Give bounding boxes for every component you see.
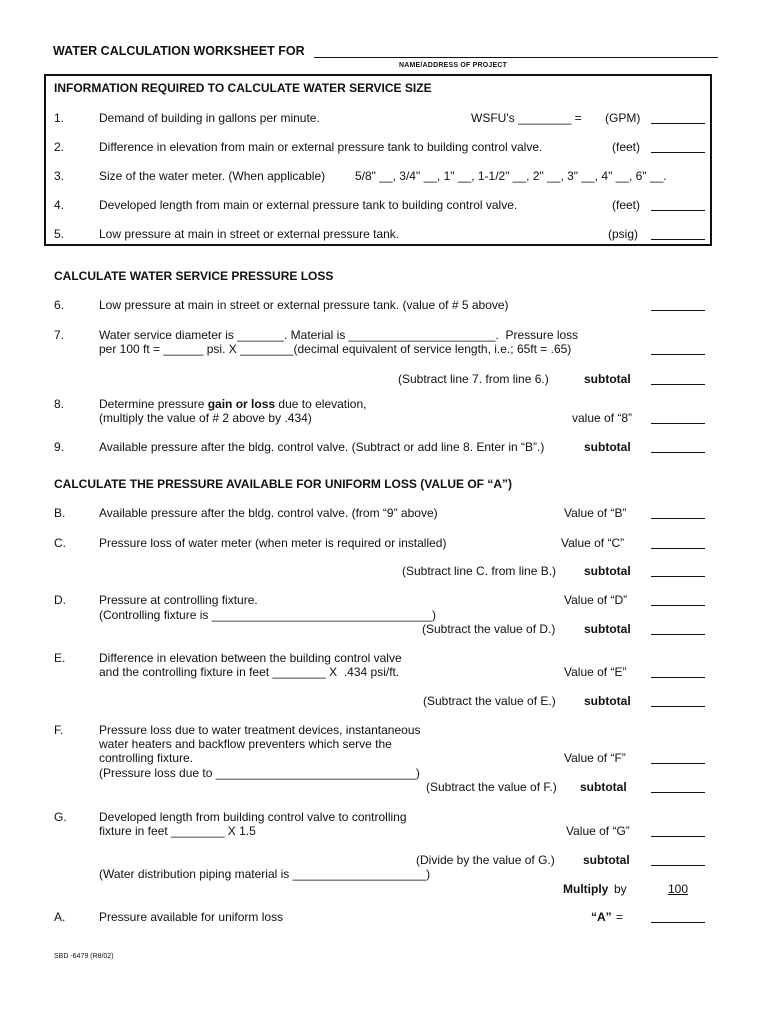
worksheet-title: WATER CALCULATION WORKSHEET FOR [53, 44, 305, 58]
item-d-letter: D. [54, 593, 66, 607]
item-a-value-label: “A” [591, 910, 612, 924]
item-5-unit: (psig) [608, 227, 639, 241]
item-3-text: Size of the water meter. (When applicable) [99, 169, 326, 183]
item-9-number: 9. [54, 440, 65, 454]
item-b-letter: B. [54, 506, 66, 520]
item-d-line1: Pressure at controlling fixture. [99, 593, 258, 607]
item-f-letter: F. [54, 723, 64, 737]
item-c-letter: C. [54, 536, 66, 550]
item-4-number: 4. [54, 198, 65, 212]
multiply-by: by [614, 882, 627, 896]
item-6-number: 6. [54, 298, 65, 312]
item-e-subtotal-answer[interactable] [651, 706, 705, 707]
item-9-answer[interactable] [651, 452, 705, 453]
item-8-line2: (multiply the value of # 2 above by .434) [99, 411, 312, 425]
item-7-answer[interactable] [651, 354, 705, 355]
item-f-subtotal-note: (Subtract the value of F.) [426, 780, 557, 794]
form-id: SBD -6479 (R8/02) [54, 953, 114, 960]
item-d-answer[interactable] [651, 605, 705, 606]
item-g-line1: Developed length from building control valve to controlling [99, 810, 407, 824]
item-e-value-label: Value of “E” [564, 665, 627, 679]
item-d-subtotal-note: (Subtract the value of D.) [422, 622, 556, 636]
item-c-value-label: Value of “C” [561, 536, 625, 550]
item-3-number: 3. [54, 169, 65, 183]
item-g-letter: G. [54, 810, 67, 824]
section2-heading: CALCULATE WATER SERVICE PRESSURE LOSS [54, 269, 334, 283]
multiply-value: 100 [667, 882, 689, 896]
item-d-subtotal-label: subtotal [584, 622, 631, 636]
section3-heading: CALCULATE THE PRESSURE AVAILABLE FOR UNIFORM LOSS (VALUE OF “A”) [54, 477, 512, 491]
item-7-line2: per 100 ft = ______ psi. X ________(decimal equivalent of service length, i.e.; 65ft = .65) [99, 342, 572, 356]
multiply-label: Multiply [563, 882, 609, 896]
piping-material-line: (Water distribution piping material is ____________________) [99, 867, 431, 881]
item-9-text: Available pressure after the bldg. control valve. (Subtract or add line 8. Enter in “B”.) [99, 440, 545, 454]
item-f-line4: (Pressure loss due to ______________________________) [99, 766, 420, 780]
item-8-gain-or-loss: gain or loss [207, 397, 276, 411]
item-8-value-label: value of “8” [572, 411, 633, 425]
item-e-line1: Difference in elevation between the building control valve [99, 651, 402, 665]
item-1-unit: (GPM) [605, 111, 641, 125]
item-b-answer[interactable] [651, 518, 705, 519]
item-d-subtotal-answer[interactable] [651, 634, 705, 635]
item-a-equals: = [616, 910, 624, 924]
item-g-value-label: Value of “G” [566, 824, 630, 838]
item-8-number: 8. [54, 397, 65, 411]
item-1-text: Demand of building in gallons per minute. [99, 111, 320, 125]
item-f-answer[interactable] [651, 763, 705, 764]
item-4-answer[interactable] [651, 210, 705, 211]
item-7-subtotal-note: (Subtract line 7. from line 6.) [398, 372, 549, 386]
item-a-text: Pressure available for uniform loss [99, 910, 284, 924]
item-g-subtotal-answer[interactable] [651, 865, 705, 866]
item-7-number: 7. [54, 328, 65, 342]
item-g-line2: fixture in feet ________ X 1.5 [99, 824, 256, 838]
item-3-meter-sizes: 5/8" __, 3/4" __, 1" __, 1-1/2" __, 2" __, 3" __, 4" __, 6" __. [355, 169, 667, 183]
item-e-line2: and the controlling fixture in feet ________ X .434 psi/ft. [99, 665, 400, 679]
item-8-line1 [99, 397, 366, 411]
item-8-line1-a: Determine pressure [99, 397, 208, 411]
item-2-unit: (feet) [612, 140, 641, 154]
item-5-text: Low pressure at main in street or external pressure tank. [99, 227, 400, 241]
section1-heading: INFORMATION REQUIRED TO CALCULATE WATER SERVICE SIZE [54, 81, 432, 95]
item-1-number: 1. [54, 111, 65, 125]
item-e-subtotal-label: subtotal [584, 694, 631, 708]
item-f-value-label: Value of “F” [564, 751, 626, 765]
item-4-text: Developed length from main or external pressure tank to building control valve. [99, 198, 518, 212]
item-f-line3: controlling fixture. [99, 751, 194, 765]
item-4-unit: (feet) [612, 198, 641, 212]
item-d-line2: (Controlling fixture is _________________________________) [99, 608, 436, 622]
item-8-line1-c: due to elevation, [275, 397, 367, 411]
item-g-subtotal-note: (Divide by the value of G.) [416, 853, 555, 867]
item-8-answer[interactable] [651, 423, 705, 424]
item-b-value-label: Value of “B” [564, 506, 627, 520]
item-a-answer[interactable] [651, 922, 705, 923]
item-6-answer[interactable] [651, 310, 705, 311]
item-c-text: Pressure loss of water meter (when meter is required or installed) [99, 536, 447, 550]
item-f-subtotal-answer[interactable] [651, 792, 705, 793]
item-2-text: Difference in elevation from main or external pressure tank to building control valve. [99, 140, 543, 154]
item-7-subtotal-answer[interactable] [651, 384, 705, 385]
item-d-value-label: Value of “D” [564, 593, 628, 607]
item-f-line1: Pressure loss due to water treatment devices, instantaneous [99, 723, 421, 737]
item-9-subtotal-label: subtotal [584, 440, 631, 454]
project-name-caption: NAME/ADDRESS OF PROJECT [399, 62, 508, 69]
item-b-text: Available pressure after the bldg. control valve. (from “9” above) [99, 506, 438, 520]
project-name-field[interactable] [314, 57, 718, 58]
item-5-number: 5. [54, 227, 65, 241]
item-c-subtotal-note: (Subtract line C. from line B.) [402, 564, 557, 578]
item-f-subtotal-label: subtotal [580, 780, 627, 794]
item-g-answer[interactable] [651, 836, 705, 837]
item-7-line1: Water service diameter is _______. Material is ______________________. Pressure loss [99, 328, 579, 342]
item-2-number: 2. [54, 140, 65, 154]
item-5-answer[interactable] [651, 239, 705, 240]
item-g-subtotal-label: subtotal [583, 853, 630, 867]
item-c-answer[interactable] [651, 548, 705, 549]
item-e-subtotal-note: (Subtract the value of E.) [423, 694, 556, 708]
item-c-subtotal-answer[interactable] [651, 576, 705, 577]
item-f-line2: water heaters and backflow preventers which serve the [99, 737, 392, 751]
item-e-letter: E. [54, 651, 66, 665]
info-required-box [44, 74, 712, 246]
item-a-letter: A. [54, 910, 66, 924]
item-1-wsfu: WSFU's ________ = [471, 111, 582, 125]
item-e-answer[interactable] [651, 677, 705, 678]
item-c-subtotal-label: subtotal [584, 564, 631, 578]
item-7-subtotal-label: subtotal [584, 372, 631, 386]
item-6-text: Low pressure at main in street or external pressure tank. (value of # 5 above) [99, 298, 509, 312]
item-2-answer[interactable] [651, 152, 705, 153]
item-1-answer[interactable] [651, 123, 705, 124]
